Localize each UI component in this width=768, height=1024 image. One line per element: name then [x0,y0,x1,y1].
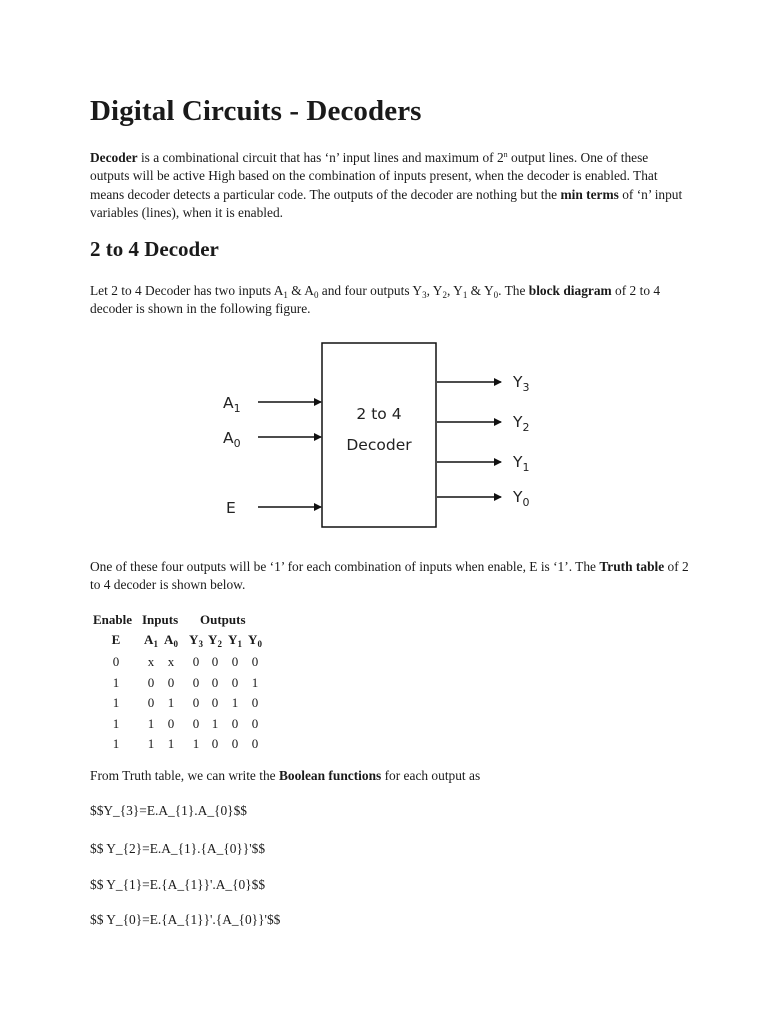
truth-table-cell: x [147,654,155,669]
truth-table-cell: 0 [211,695,219,710]
truth-table-cell: 0 [211,674,219,690]
output-y0-label: $Y_0$ [513,488,530,509]
truth-table-cell: 0 [231,715,239,731]
truth-table-term: Truth table [599,559,665,574]
truth-table-cell: 0 [231,654,239,669]
output-y2-label: $Y_2$ [513,413,530,434]
input-a0-label: $A_0$ [223,429,241,450]
truth-table-header-outputs: Outputs [200,612,246,627]
boolean-functions-term: Boolean functions [278,768,382,783]
page-title: Digital Circuits - Decoders [90,95,422,127]
truth-table-cell: 1 [112,674,120,690]
truth-table-column-header: $Y_0$ [248,632,262,649]
truth-table-cell: 0 [251,736,259,751]
truth-table-cell: 0 [251,695,259,710]
intro-paragraph: Decoder is a combinational circuit that has ‘n’ input lines and maximum of 2$^n$ output lines. One of these outputs will be active High based on the combination of inputs present, when the decoder is enabled. That means decoder detects a particular code. The outputs of the decoder are nothing but the min terms of ‘n’ input variables (lines), when it is enabled. [90,150,683,220]
truth-table-paragraph: One of these four outputs will be ‘1’ for each combination of inputs when enable, E is ‘1’. The Truth table of 2 to 4 decoder is shown below. [90,559,689,593]
truth-table-cell: 1 [251,674,259,690]
formula-y1: $$ Y_{1}=E.{A_{1}}'.A_{0}$$ [90,877,266,892]
truth-table-cell: 0 [192,715,200,731]
truth-table-cell: 0 [167,674,175,690]
decoder-box-label-line2: Decoder [346,436,412,454]
truth-table-cell: 1 [167,695,175,710]
truth-table-column-header: $Y_3$ [189,632,203,649]
truth-table-cell: 0 [147,674,155,690]
decoder-box [322,343,436,527]
block-diagram-paragraph: Let 2 to 4 Decoder has two inputs $A_1$ & $A_0$ and four outputs $Y_3$, $Y_2$, $Y_1$ & $Y_0$. The block diagram of 2 to 4 decoder is shown in the following figure. [90,283,661,317]
input-a1-label: $A_1$ [223,394,241,415]
formula-y3: $$Y_{3}=E.A_{1}.A_{0}$$ [90,803,247,818]
truth-table-cell: 1 [211,715,219,731]
min-terms-term: min terms [560,186,619,202]
truth-table-cell: 0 [167,715,175,731]
truth-table-cell: x [167,654,175,669]
truth-table-cell: 0 [112,654,120,669]
truth-table-cell: 1 [192,736,200,751]
output-y3-label: $Y_3$ [513,373,530,394]
decoder-box-label-line1: 2 to 4 [356,405,402,423]
truth-table-cell: 0 [192,695,200,710]
truth-table-cell: 1 [147,715,155,731]
truth-table-column-header: $A_0$ [164,632,178,649]
truth-table-cell: 0 [192,654,200,669]
truth-table-column-header: $Y_1$ [228,632,242,649]
truth-table-cell: 0 [147,695,155,710]
truth-table-header-enable: Enable [93,612,133,627]
block-diagram-term: block diagram [528,283,612,298]
truth-table-cell: 0 [211,654,219,669]
truth-table-column-header: $Y_2$ [208,632,222,649]
truth-table-column-header: E [111,632,121,647]
truth-table-cell: 1 [147,736,155,751]
truth-table-cell: 1 [112,715,120,731]
truth-table-header-inputs: Inputs [142,612,179,627]
truth-table-cell: 1 [112,736,120,751]
truth-table-cell: 0 [251,715,259,731]
decoder-term: Decoder [90,150,138,165]
boolean-functions-paragraph: From Truth table, we can write the Boolean functions for each output as [90,768,481,783]
truth-table-cell: 0 [211,736,219,751]
truth-table-cell: 1 [112,695,120,710]
truth-table-cell: 1 [167,736,175,751]
output-y1-label: $Y_1$ [513,453,530,474]
truth-table-cell: 0 [231,736,239,751]
truth-table-cell: 0 [231,674,239,690]
truth-table-cell: 1 [231,695,239,710]
formula-y2: $$ Y_{2}=E.A_{1}.{A_{0}}'$$ [90,841,266,856]
section-heading: 2 to 4 Decoder [90,237,219,261]
truth-table-column-header: $A_1$ [144,632,158,649]
input-e-label: E [226,499,236,517]
decoder-block-diagram [215,335,545,535]
truth-table-cell: 0 [192,674,200,690]
formula-y0: $$ Y_{0}=E.{A_{1}}'.{A_{0}}'$$ [90,912,281,927]
truth-table-cell: 0 [251,654,259,669]
